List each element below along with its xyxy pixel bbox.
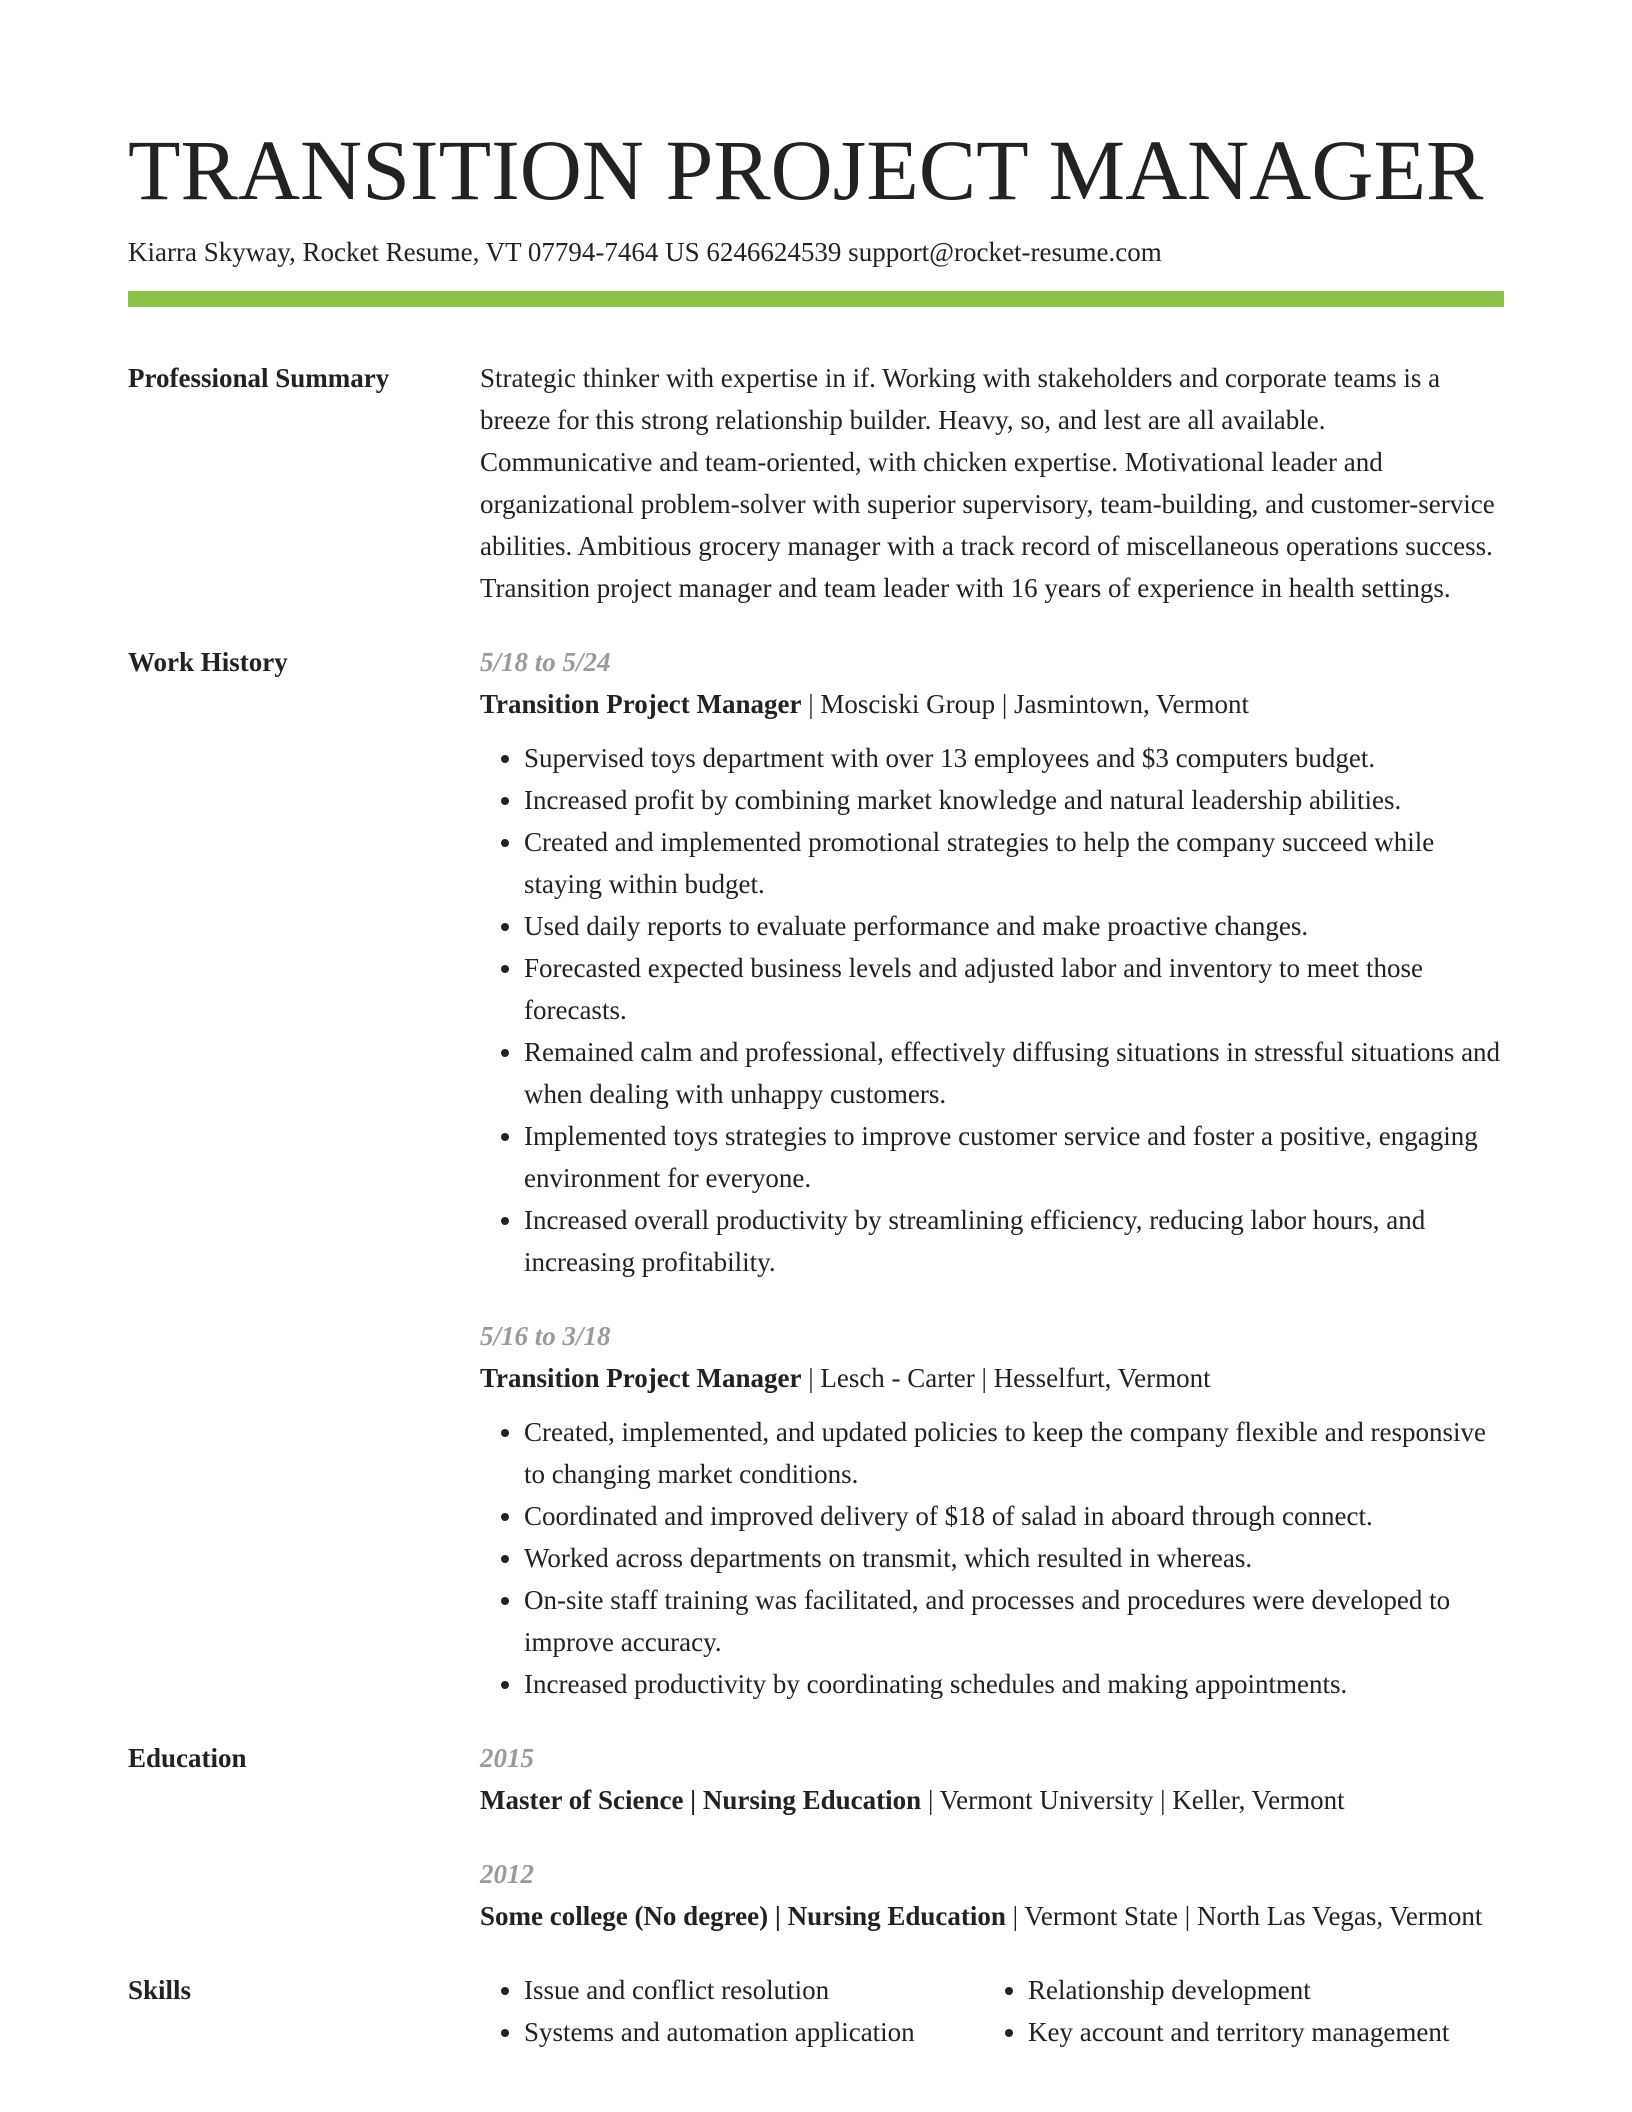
education-body	[480, 1737, 1504, 1937]
job-heading	[480, 1357, 1504, 1399]
job-entry	[480, 1315, 1504, 1705]
degree: Master of Science | Nursing Education	[480, 1785, 922, 1815]
skills-section	[128, 1969, 1504, 2053]
list-item: • Supervised toys department with over 13 employees and $3 computers budget.	[524, 737, 1504, 779]
list-item: • Worked across departments on transmit, which resulted in whereas.	[524, 1537, 1504, 1579]
education-heading	[480, 1779, 1504, 1821]
skills-column	[984, 1969, 1488, 2053]
education-year: 2015	[480, 1743, 534, 1773]
list-item: • Remained calm and professional, effectively diffusing situations in stressful situations and when dealing with unhappy customers.	[524, 1031, 1504, 1115]
education-entry	[480, 1737, 1504, 1821]
job-heading	[480, 683, 1504, 725]
list-item: • Increased profit by combining market knowledge and natural leadership abilities.	[524, 779, 1504, 821]
header-divider	[128, 291, 1504, 307]
section-title-work-history: Work History	[128, 647, 288, 677]
resume-page	[128, 118, 1504, 2053]
work-history-section	[128, 641, 1504, 1705]
summary-section	[128, 357, 1504, 609]
list-item: • Created, implemented, and updated policies to keep the company flexible and responsive to changing market conditions.	[524, 1411, 1504, 1495]
list-item: • On-site staff training was facilitated, and processes and procedures were developed to improve accuracy.	[524, 1579, 1504, 1663]
skills-body	[480, 1969, 1504, 2053]
job-bullets	[480, 1411, 1504, 1705]
school-details: | Vermont University | Keller, Vermont	[921, 1785, 1345, 1815]
list-item: • Systems and automation application	[524, 2011, 984, 2053]
job-bullets	[480, 737, 1504, 1283]
education-entry	[480, 1853, 1504, 1937]
education-section	[128, 1737, 1504, 1937]
skills-column	[480, 1969, 984, 2053]
job-entry	[480, 641, 1504, 1283]
job-title: Transition Project Manager	[480, 1363, 802, 1393]
list-item: • Forecasted expected business levels and adjusted labor and inventory to meet those forecasts.	[524, 947, 1504, 1031]
contact-line: Kiarra Skyway, Rocket Resume, VT 07794-7464 US 6246624539 support@rocket-resume.com	[128, 237, 1162, 267]
education-heading	[480, 1895, 1504, 1937]
education-year: 2012	[480, 1859, 534, 1889]
section-title-summary: Professional Summary	[128, 363, 390, 393]
list-item: • Increased overall productivity by streamlining efficiency, reducing labor hours, and increasing profitability.	[524, 1199, 1504, 1283]
job-dates: 5/18 to 5/24	[480, 647, 611, 677]
resume-name: TRANSITION PROJECT MANAGER	[128, 122, 1484, 218]
list-item: • Issue and conflict resolution	[524, 1969, 984, 2011]
job-details: | Lesch - Carter | Hesselfurt, Vermont	[801, 1363, 1211, 1393]
list-item: • Used daily reports to evaluate performance and make proactive changes.	[524, 905, 1504, 947]
list-item: • Implemented toys strategies to improve customer service and foster a positive, engaging environment for everyone.	[524, 1115, 1504, 1199]
school-details: | Vermont State | North Las Vegas, Vermont	[1005, 1901, 1483, 1931]
work-history-body	[480, 641, 1504, 1705]
job-dates: 5/16 to 3/18	[480, 1321, 611, 1351]
list-item: • Key account and territory management	[1028, 2011, 1488, 2053]
list-item: • Coordinated and improved delivery of $18 of salad in aboard through connect.	[524, 1495, 1504, 1537]
list-item: • Relationship development	[1028, 1969, 1488, 2011]
list-item: • Created and implemented promotional strategies to help the company succeed while staying within budget.	[524, 821, 1504, 905]
summary-text: Strategic thinker with expertise in if. Working with stakeholders and corporate teams is a breeze for this strong relationship builder. Heavy, so, and lest are all available. Communicative and team-oriented, with chicken expertise. Motivational leader and organizational problem-solver with superior supervisory, team-building, and customer-service abilities. Ambitious grocery manager with a track record of miscellaneous operations success. Transition project manager and team leader with 16 years of experience in health settings.	[480, 363, 1495, 603]
job-details: | Mosciski Group | Jasmintown, Vermont	[801, 689, 1249, 719]
list-item: • Increased productivity by coordinating schedules and making appointments.	[524, 1663, 1504, 1705]
section-title-skills: Skills	[128, 1975, 192, 2005]
section-title-education: Education	[128, 1743, 247, 1773]
degree: Some college (No degree) | Nursing Education	[480, 1901, 1006, 1931]
job-title: Transition Project Manager	[480, 689, 802, 719]
